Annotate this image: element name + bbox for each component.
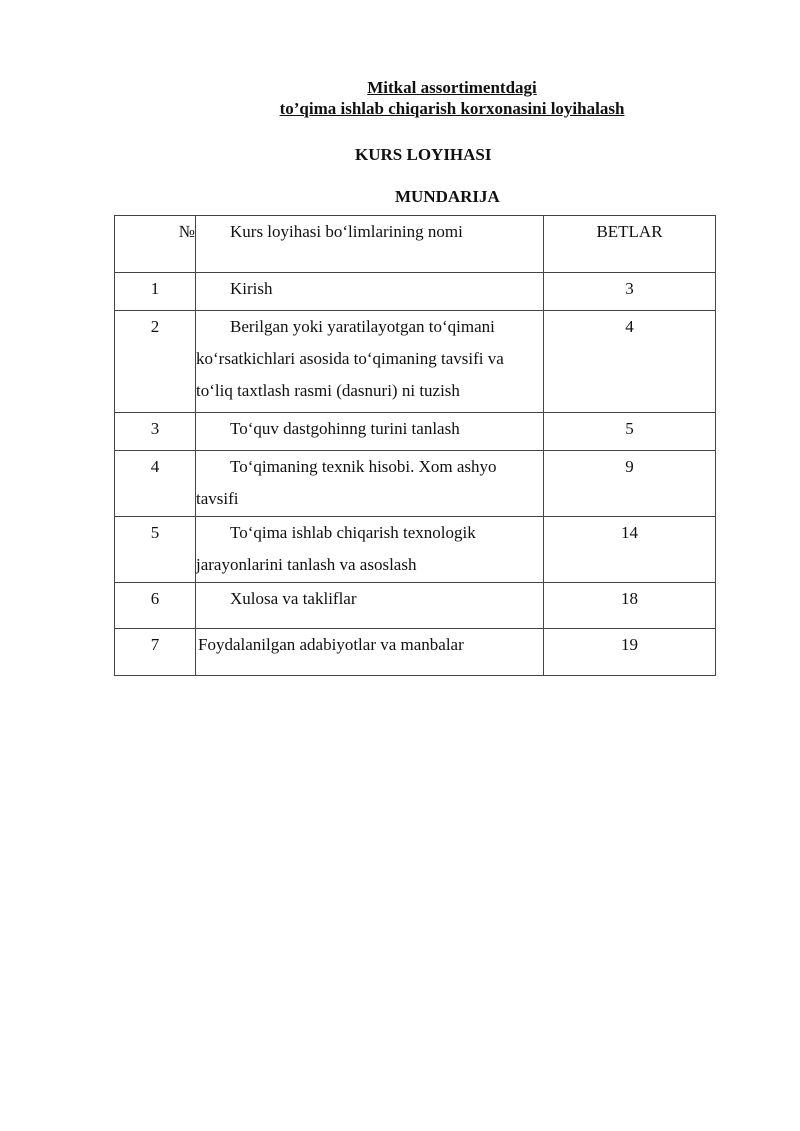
row-page-cell bbox=[544, 517, 716, 583]
row-page-cell bbox=[544, 273, 716, 311]
row-number-cell bbox=[115, 273, 196, 311]
row-title-cell bbox=[196, 311, 544, 413]
contents-table bbox=[114, 215, 716, 676]
row-page: 18 bbox=[621, 589, 638, 608]
row-title-cell bbox=[196, 583, 544, 629]
table-row bbox=[115, 311, 716, 413]
row-number-cell bbox=[115, 517, 196, 583]
contents-heading: MUNDARIJA bbox=[395, 187, 500, 206]
row-page: 3 bbox=[625, 279, 634, 298]
row-page-cell bbox=[544, 311, 716, 413]
header-pages-cell bbox=[544, 216, 716, 273]
row-page-cell bbox=[544, 413, 716, 451]
row-number: 3 bbox=[150, 419, 160, 438]
document-title-line-2: to’qima ishlab chiqarish korxonasini loyihalash bbox=[279, 99, 625, 118]
header-title: Kurs loyihasi bo‘limlarining nomi bbox=[230, 222, 463, 241]
row-page: 4 bbox=[625, 317, 634, 336]
row-title: Foydalanilgan adabiyotlar va manbalar bbox=[198, 635, 464, 654]
row-number: 7 bbox=[150, 635, 160, 654]
row-number: 4 bbox=[150, 457, 160, 476]
row-title: To‘qima ishlab chiqarish texnologik jarayonlarini tanlash va asoslash bbox=[196, 523, 476, 574]
row-number: 6 bbox=[150, 589, 160, 608]
row-title: To‘qimaning texnik hisobi. Xom ashyo tavsifi bbox=[196, 457, 497, 508]
row-number: 1 bbox=[150, 279, 160, 298]
row-number-cell bbox=[115, 413, 196, 451]
row-page-cell bbox=[544, 451, 716, 517]
table-header-row bbox=[115, 216, 716, 273]
table-row bbox=[115, 517, 716, 583]
row-page: 5 bbox=[625, 419, 634, 438]
row-number: 2 bbox=[150, 317, 160, 336]
row-title-cell bbox=[196, 451, 544, 517]
table-row bbox=[115, 451, 716, 517]
document-subtitle: KURS LOYIHASI bbox=[355, 145, 492, 164]
row-title-cell bbox=[196, 517, 544, 583]
row-number: 5 bbox=[150, 523, 160, 542]
row-number-cell bbox=[115, 311, 196, 413]
row-title-cell bbox=[196, 273, 544, 311]
row-page-cell bbox=[544, 583, 716, 629]
row-number-cell bbox=[115, 451, 196, 517]
header-pages: BETLAR bbox=[596, 222, 663, 241]
row-title: Xulosa va takliflar bbox=[230, 589, 357, 608]
row-title-cell bbox=[196, 413, 544, 451]
table-row bbox=[115, 273, 716, 311]
header-number-cell bbox=[115, 216, 196, 273]
table-row bbox=[115, 629, 716, 676]
row-page-cell bbox=[544, 629, 716, 676]
row-number-cell bbox=[115, 629, 196, 676]
row-page: 9 bbox=[625, 457, 634, 476]
header-title-cell bbox=[196, 216, 544, 273]
row-title: Kirish bbox=[230, 279, 273, 298]
row-page: 19 bbox=[621, 635, 638, 654]
header-number: № bbox=[178, 222, 195, 241]
row-number-cell bbox=[115, 583, 196, 629]
row-title-cell bbox=[196, 629, 544, 676]
row-title: To‘quv dastgohinng turini tanlash bbox=[230, 419, 460, 438]
document-title-line-1: Mitkal assortimentdagi bbox=[367, 78, 537, 97]
row-title: Berilgan yoki yaratilayotgan to‘qimani ko‘rsatkichlari asosida to‘qimaning tavsifi va to‘liq taxtlash rasmi (dasnuri) ni tuzish bbox=[196, 317, 504, 400]
row-page: 14 bbox=[621, 523, 638, 542]
table-row bbox=[115, 583, 716, 629]
table-row bbox=[115, 413, 716, 451]
